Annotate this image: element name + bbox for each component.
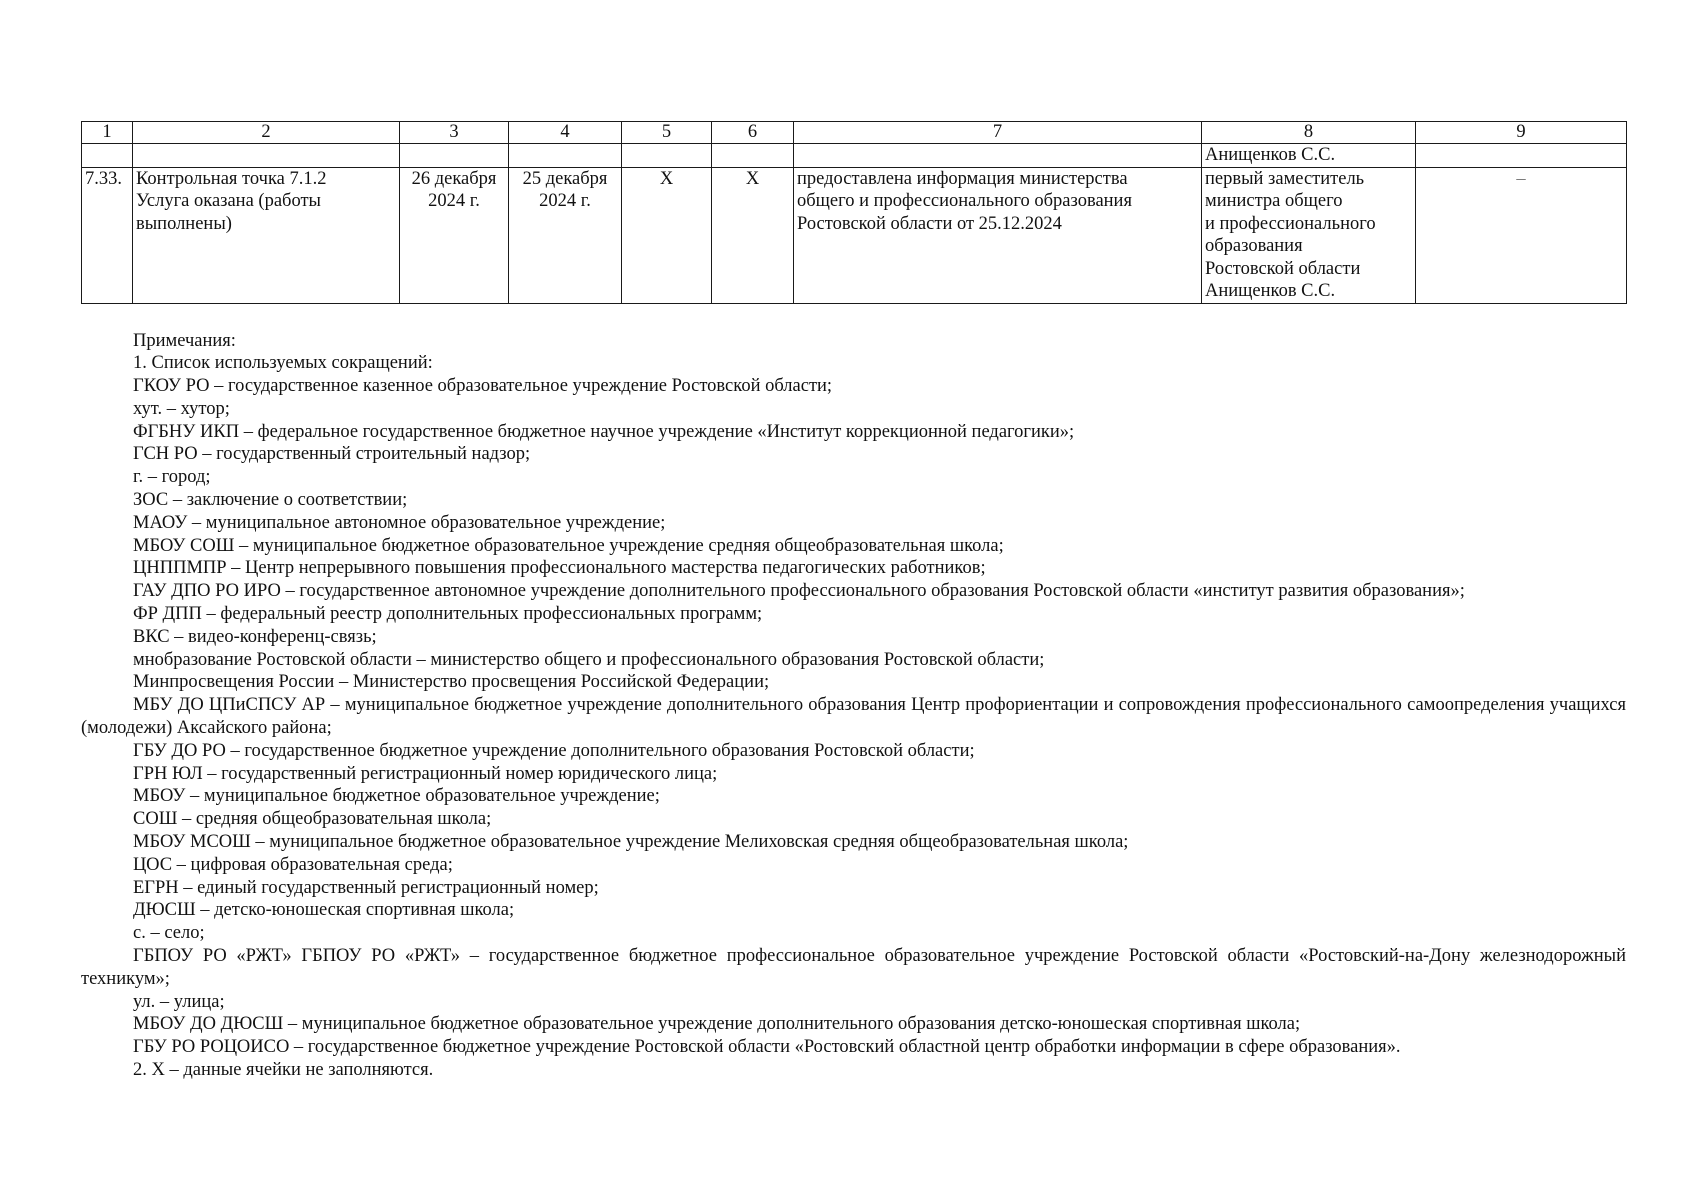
plan-date-cell: [400, 167, 509, 303]
abbreviation-item: ДЮСШ – детско-юношеская спортивная школа;: [133, 900, 515, 921]
responsible-line: министра общего: [1205, 191, 1343, 211]
info-cell: [794, 167, 1202, 303]
column-header: 9: [1416, 122, 1627, 144]
abbreviation-item: г. – город;: [133, 467, 211, 488]
abbreviation-item: ГАУ ДПО РО ИРО – государственное автономное учреждение дополнительного профессионального образования Ростовской области «институт развития образования»;: [133, 581, 1465, 602]
table-cell: [1416, 144, 1627, 168]
abbreviation-item: Минпросвещения России – Министерство просвещения Российской Федерации;: [133, 672, 770, 693]
table-cell: [622, 144, 712, 168]
table-cell: [133, 144, 400, 168]
document-page: [81, 121, 1626, 1082]
table-header-row: [82, 122, 1627, 144]
x-cell: X: [712, 167, 794, 303]
responsible-cell: Анищенков С.С.: [1202, 144, 1416, 168]
control-point-cell: [133, 167, 400, 303]
table-row-7-33: [82, 167, 1627, 303]
abbreviation-item: МБОУ МСОШ – муниципальное бюджетное образовательное учреждение Мелиховская средняя общеобразовательная школа;: [133, 832, 1129, 853]
responsible-line: Ростовской области: [1205, 258, 1361, 279]
table-row-continuation: [82, 144, 1627, 168]
column-header: 1: [82, 122, 133, 144]
control-point-line: Контрольная точка 7.1.2: [136, 168, 327, 189]
fact-date-cell: [509, 167, 622, 303]
abbreviation-item: СОШ – средняя общеобразовательная школа;: [133, 809, 492, 830]
notes-section: [81, 330, 1626, 1082]
responsible-cell: [1202, 167, 1416, 303]
abbreviation-item: ФР ДПП – федеральный реестр дополнительных профессиональных программ;: [133, 604, 763, 625]
abbreviation-item: ул. – улица;: [133, 991, 225, 1012]
report-table: [81, 121, 1627, 304]
note-2: 2. X – данные ячейки не заполняются.: [133, 1060, 434, 1080]
abbreviation-item: МБУ ДО ЦПиСПСУ АР – муниципальное бюджетное учреждение дополнительного образования Центр профориентации и сопровождения профессионального самоопределения учащихся (молодежи) Аксайского района;: [81, 695, 1626, 739]
abbreviation-item: с. – село;: [133, 923, 205, 944]
responsible-line: и профессионального: [1205, 213, 1376, 234]
table-cell: [400, 144, 509, 168]
info-line: предоставлена информация министерства: [797, 168, 1128, 189]
column-header: 2: [133, 122, 400, 144]
responsible-line: первый заместитель: [1205, 168, 1365, 189]
plan-date-line: 26 декабря: [411, 168, 497, 189]
abbreviation-item: ЗОС – заключение о соответствии;: [133, 490, 408, 511]
responsible-line: образования: [1205, 236, 1303, 256]
column-header: 3: [400, 122, 509, 144]
abbreviation-item: ГКОУ РО – государственное казенное образовательное учреждение Ростовской области;: [133, 376, 833, 397]
column-header: 6: [712, 122, 794, 144]
abbreviation-item: ВКС – видео-конференц-связь;: [133, 626, 377, 647]
abbreviation-item: ЦНППМПР – Центр непрерывного повышения профессионального мастерства педагогических работников;: [133, 558, 986, 579]
abbreviation-item: ГБУ РО РОЦОИСО – государственное бюджетное учреждение Ростовской области «Ростовский областной центр обработки информации в сфере образования».: [133, 1037, 1401, 1058]
notes-title: Примечания:: [133, 330, 236, 351]
fact-date-line: 25 декабря: [522, 168, 608, 189]
abbreviation-item: МБОУ СОШ – муниципальное бюджетное образовательное учреждение средняя общеобразовательная школа;: [133, 535, 1004, 556]
info-line: Ростовской области от 25.12.2024: [797, 213, 1062, 234]
row-number-cell: 7.33.: [82, 167, 133, 303]
abbreviation-item: ГСН РО – государственный строительный надзор;: [133, 444, 531, 465]
abbreviation-item: ЕГРН – единый государственный регистрационный номер;: [133, 877, 599, 898]
abbreviation-item: МБОУ ДО ДЮСШ – муниципальное бюджетное образовательное учреждение дополнительного образования детско-юношеская спортивная школа;: [133, 1014, 1301, 1035]
column-header: 7: [794, 122, 1202, 144]
control-point-line: выполнены): [136, 213, 232, 234]
column-header: 4: [509, 122, 622, 144]
dash-cell: –: [1416, 167, 1627, 303]
table-cell: [82, 144, 133, 168]
fact-date-line: 2024 г.: [539, 191, 591, 211]
x-cell: X: [622, 167, 712, 303]
table-cell: [712, 144, 794, 168]
abbreviation-item: МБОУ – муниципальное бюджетное образовательное учреждение;: [133, 786, 660, 807]
responsible-line: Анищенков С.С.: [1205, 281, 1336, 301]
control-point-line: Услуга оказана (работы: [136, 191, 321, 211]
abbreviation-item: ГРН ЮЛ – государственный регистрационный номер юридического лица;: [133, 763, 718, 784]
info-line: общего и профессионального образования: [797, 191, 1132, 211]
abbreviation-item: ФГБНУ ИКП – федеральное государственное бюджетное научное учреждение «Институт коррекционной педагогики»;: [133, 421, 1075, 442]
plan-date-line: 2024 г.: [428, 191, 480, 211]
column-header: 8: [1202, 122, 1416, 144]
column-header: 5: [622, 122, 712, 144]
abbreviation-list-title: 1. Список используемых сокращений:: [133, 353, 433, 374]
table-cell: [509, 144, 622, 168]
abbreviation-item: ГБУ ДО РО – государственное бюджетное учреждение дополнительного образования Ростовской области;: [133, 740, 975, 761]
abbreviation-item: ЦОС – цифровая образовательная среда;: [133, 854, 453, 875]
abbreviation-item: МАОУ – муниципальное автономное образовательное учреждение;: [133, 512, 666, 533]
abbreviation-item: ГБПОУ РО «РЖТ» ГБПОУ РО «РЖТ» – государственное бюджетное профессиональное образовательное учреждение Ростовской области «Ростовский-на-Дону железнодорожный техникум»;: [81, 946, 1626, 989]
abbreviation-item: хут. – хутор;: [133, 398, 230, 419]
abbreviation-item: мнобразование Ростовской области – министерство общего и профессионального образования Ростовской области;: [133, 649, 1045, 670]
table-cell: [794, 144, 1202, 168]
